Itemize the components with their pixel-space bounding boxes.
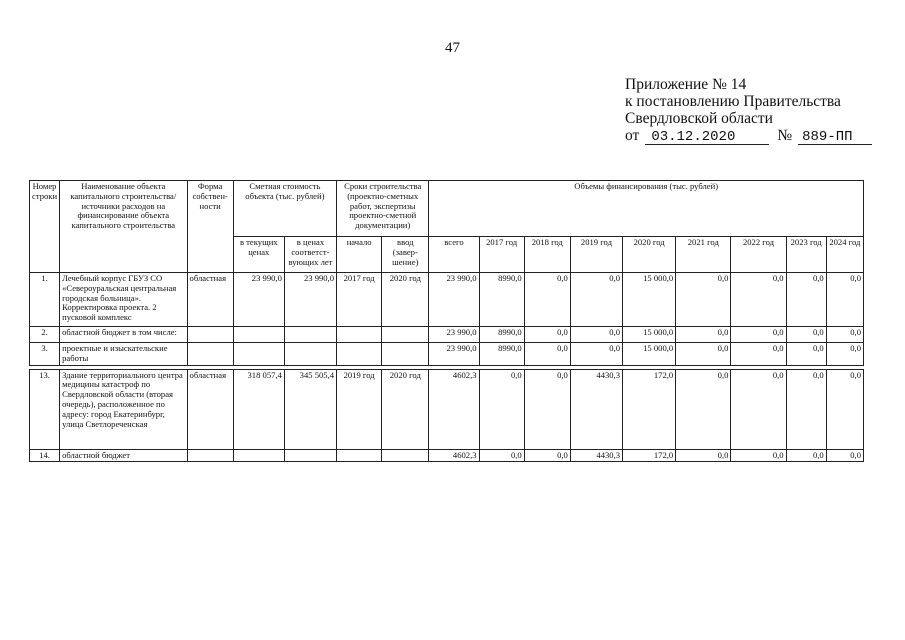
cell-y2021: 0,0 (676, 273, 731, 327)
cell-y2021: 0,0 (676, 369, 731, 449)
cell-y2023: 0,0 (786, 273, 826, 327)
cell-y2022: 0,0 (731, 327, 786, 343)
table-row (30, 369, 864, 449)
header-object-name: Наименование объекта капитального строительства/ источники расходов на финансирование объекта капитального строительства (60, 181, 187, 273)
cell-corresponding: 345 505,4 (284, 369, 336, 449)
cell-current (233, 343, 284, 366)
cell-total: 4602,3 (429, 449, 479, 462)
cell-y2022: 0,0 (731, 343, 786, 366)
cell-start (337, 327, 382, 343)
cell-end (382, 343, 429, 366)
cell-total: 4602,3 (429, 369, 479, 449)
cell-y2020: 172,0 (623, 369, 676, 449)
cell-name: Лечебный корпус ГБУЗ СО «Североуральская центральная городская больница». Корректировка проекта. 2 пусковой комплекс (60, 273, 187, 327)
cell-y2020: 15 000,0 (623, 273, 676, 327)
header-ownership: Форма собствен-ности (187, 181, 233, 273)
cell-y2023: 0,0 (786, 343, 826, 366)
header-construction-terms: Сроки строительства (проектно-сметных работ, экспертизы проектно-сметной документации) (337, 181, 429, 237)
cell-y2024: 0,0 (826, 327, 863, 343)
header-year-2019: 2019 год (570, 237, 622, 273)
cell-name: областной бюджет в том числе: (60, 327, 187, 343)
cell-total: 23 990,0 (429, 273, 479, 327)
cell-ownership (187, 343, 233, 366)
cell-y2018: 0,0 (524, 273, 570, 327)
appendix-date-line (625, 127, 872, 145)
cell-current (233, 449, 284, 462)
cell-y2017: 8990,0 (479, 343, 524, 366)
cell-corresponding (284, 343, 336, 366)
cell-y2021: 0,0 (676, 327, 731, 343)
cell-y2022: 0,0 (731, 369, 786, 449)
cell-y2023: 0,0 (786, 369, 826, 449)
table-row (30, 273, 864, 327)
page-number: 47 (445, 40, 460, 56)
cell-num: 13. (30, 369, 60, 449)
header-year-2018: 2018 год (524, 237, 570, 273)
cell-y2019: 0,0 (570, 327, 622, 343)
cell-ownership: областная (187, 369, 233, 449)
table-row (30, 327, 864, 343)
cell-start: 2019 год (337, 369, 382, 449)
cell-ownership (187, 327, 233, 343)
appendix-line-resolution: к постановлению Правительства (625, 93, 841, 110)
table-row (30, 449, 864, 462)
header-commissioning: ввод (завер-шение) (382, 237, 429, 273)
cell-y2023: 0,0 (786, 449, 826, 462)
header-year-2023: 2023 год (786, 237, 826, 273)
cell-end (382, 449, 429, 462)
cell-y2019: 0,0 (570, 343, 622, 366)
cell-start (337, 449, 382, 462)
cell-y2017: 0,0 (479, 449, 524, 462)
header-total: всего (429, 237, 479, 273)
header-year-2024: 2024 год (826, 237, 863, 273)
header-year-2021: 2021 год (676, 237, 731, 273)
cell-start (337, 343, 382, 366)
cell-y2019: 4430,3 (570, 369, 622, 449)
cell-name: проектные и изыскательские работы (60, 343, 187, 366)
cell-y2020: 15 000,0 (623, 327, 676, 343)
cell-total: 23 990,0 (429, 327, 479, 343)
cell-name: областной бюджет (60, 449, 187, 462)
header-row-main (30, 181, 864, 237)
header-estimated-cost: Сметная стоимость объекта (тыс. рублей) (233, 181, 336, 237)
cell-start: 2017 год (337, 273, 382, 327)
cell-y2022: 0,0 (731, 273, 786, 327)
cell-y2017: 8990,0 (479, 327, 524, 343)
header-year-2022: 2022 год (731, 237, 786, 273)
cell-y2018: 0,0 (524, 327, 570, 343)
cell-y2019: 0,0 (570, 273, 622, 327)
cell-y2020: 15 000,0 (623, 343, 676, 366)
from-label: от (625, 127, 640, 144)
header-corresponding-prices: в ценах соответст-вующих лет (284, 237, 336, 273)
cell-end: 2020 год (382, 369, 429, 449)
cell-ownership (187, 449, 233, 462)
cell-y2024: 0,0 (826, 449, 863, 462)
header-start: начало (337, 237, 382, 273)
cell-current: 318 057,4 (233, 369, 284, 449)
resolution-number: 889-ПП (798, 130, 872, 145)
header-row-number: Номер строки (30, 181, 60, 273)
appendix-title: Приложение № 14 (625, 76, 747, 93)
number-label: № (777, 127, 793, 144)
financing-table (29, 180, 864, 462)
header-financing: Объемы финансирования (тыс. рублей) (429, 181, 864, 237)
cell-y2021: 0,0 (676, 343, 731, 366)
resolution-date: 03.12.2020 (645, 130, 769, 145)
cell-y2018: 0,0 (524, 369, 570, 449)
cell-ownership: областная (187, 273, 233, 327)
cell-y2020: 172,0 (623, 449, 676, 462)
cell-y2023: 0,0 (786, 327, 826, 343)
cell-end: 2020 год (382, 273, 429, 327)
cell-y2017: 0,0 (479, 369, 524, 449)
cell-current (233, 327, 284, 343)
header-current-prices: в текущих ценах (233, 237, 284, 273)
cell-name: Здание территориального центра медицины катастроф по Свердловской области (вторая очередь), расположенное по адресу: город Екатеринбург, улица Светлореченская (60, 369, 187, 449)
table-row (30, 343, 864, 366)
cell-y2018: 0,0 (524, 449, 570, 462)
cell-end (382, 327, 429, 343)
cell-num: 14. (30, 449, 60, 462)
header-year-2017: 2017 год (479, 237, 524, 273)
cell-corresponding: 23 990,0 (284, 273, 336, 327)
cell-y2018: 0,0 (524, 343, 570, 366)
cell-num: 1. (30, 273, 60, 327)
cell-y2024: 0,0 (826, 343, 863, 366)
cell-y2022: 0,0 (731, 449, 786, 462)
cell-y2024: 0,0 (826, 273, 863, 327)
appendix-block (625, 76, 872, 145)
cell-num: 3. (30, 343, 60, 366)
cell-y2024: 0,0 (826, 369, 863, 449)
appendix-line-region: Свердловской области (625, 110, 773, 127)
header-year-2020: 2020 год (623, 237, 676, 273)
cell-corresponding (284, 327, 336, 343)
cell-y2019: 4430,3 (570, 449, 622, 462)
cell-total: 23 990,0 (429, 343, 479, 366)
cell-y2017: 8990,0 (479, 273, 524, 327)
cell-y2021: 0,0 (676, 449, 731, 462)
cell-corresponding (284, 449, 336, 462)
cell-num: 2. (30, 327, 60, 343)
cell-current: 23 990,0 (233, 273, 284, 327)
